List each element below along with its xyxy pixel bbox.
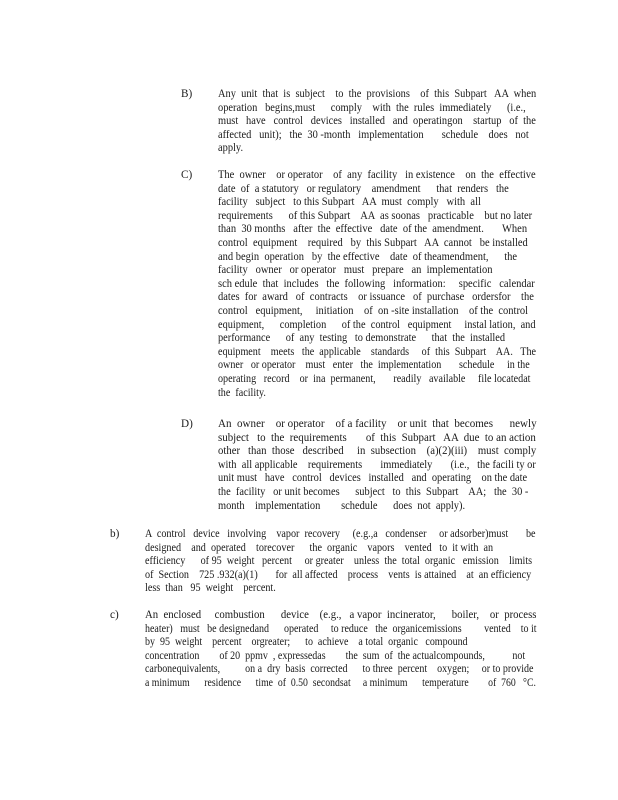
text-line: An owner or operator of a facility or unit that becomes newly	[218, 418, 537, 430]
text-line: by 95 weight percent orgreater; to achieve a total organic compound	[145, 636, 468, 649]
text-line: carbonequivalents, on a dry basis corrected to three percent oxygen; or to provide	[145, 663, 534, 676]
text-line: month implementation schedule does not apply).	[218, 499, 466, 512]
text-line: equipment, completion of the control equipment instal lation, and	[218, 318, 536, 331]
subsection-text	[218, 418, 560, 513]
text-line: must have control devices installed and operatingon startup of the	[218, 115, 536, 128]
text-line: facility owner or operator must prepare an implementation	[218, 264, 493, 277]
text-line: unit must have control devices installed and operating on the date	[218, 472, 528, 485]
text-line: affected unit); the 30 -month implementation schedule does not	[218, 128, 529, 141]
text-line: owner or operator must enter the implementation schedule in the	[218, 359, 530, 372]
text-line: and begin operation by the effective date of theamendment, the	[218, 250, 518, 263]
text-line: equipment meets the applicable standards of this Subpart AA. The	[218, 345, 536, 358]
text-line: heater) must be designedand operated to reduce the organicemissions vented to it	[145, 622, 537, 635]
text-line: Any unit that is subject to the provisions of this Subpart AA when	[218, 88, 537, 100]
subsection-text	[145, 609, 594, 691]
text-line: facility subject to this Subpart AA must comply with all	[218, 196, 481, 209]
text-line: requirements of this Subpart AA as soonas practicable but no later	[218, 209, 533, 222]
text-line: control equipment required by this Subpart AA cannot be installed	[218, 236, 528, 249]
text-line: the facility.	[218, 386, 266, 399]
text-line: a minimum residence time of 0.50 secondsat a minimum temperature of 760 °C.	[145, 676, 536, 689]
subsection-text	[218, 169, 570, 400]
text-line: An enclosed combustion device (e.g., a vapor incinerator, boiler, or process	[145, 609, 537, 621]
text-line: apply.	[218, 142, 244, 155]
text-line: the facility or unit becomes subject to this Subpart AA; the 30 -	[218, 485, 529, 498]
text-line: designed and operated torecover the organic vapors vented to it with an	[145, 541, 494, 554]
text-line: control equipment, initiation of on -site installation of the control	[218, 304, 529, 317]
text-line: A control device involving vapor recovery (e.g.,a condenser or adsorber)must be	[145, 528, 536, 540]
subsection-label: c)	[110, 609, 119, 621]
subsection-text	[145, 528, 576, 596]
subsection-text	[218, 88, 560, 156]
text-line: date of a statutory or regulatory amendment that renders the	[218, 182, 509, 195]
text-line: dates for award of contracts or issuance of purchase ordersfor the	[218, 291, 534, 304]
text-line: less than 95 weight percent.	[145, 582, 276, 595]
text-line: operating record or ina permanent, readily available file locatedat	[218, 372, 531, 385]
text-line: of Section 725 .932(a)(1) for all affected process vents is attained at an efficiency	[145, 568, 532, 581]
text-line: efficiency of 95 weight percent or greater unless the total organic emission limits	[145, 555, 533, 568]
text-line: concentration of 20 ppmv , expressedas the sum of the actualcompounds, not	[145, 649, 526, 662]
text-line: The owner or operator of any facility in existence on the effective	[218, 169, 536, 181]
text-line: with all applicable requirements immediately (i.e., the facili ty or	[218, 458, 536, 471]
text-line: sch edule that includes the following information: specific calendar	[218, 277, 535, 290]
text-line: operation begins,must comply with the rules immediately (i.e.,	[218, 101, 526, 114]
subsection-label: B)	[181, 88, 193, 100]
subsection-label: D)	[181, 418, 193, 430]
subsection-label: C)	[181, 169, 193, 181]
text-line: subject to the requirements of this Subpart AA due to an action	[218, 431, 536, 444]
subsection-label: b)	[110, 528, 120, 540]
text-line: other than those described in subsection (a)(2)(iii) must comply	[218, 445, 537, 458]
text-line: performance of any testing to demonstrate that the installed	[218, 332, 506, 345]
text-line: than 30 months after the effective date of the amendment. When	[218, 223, 528, 236]
